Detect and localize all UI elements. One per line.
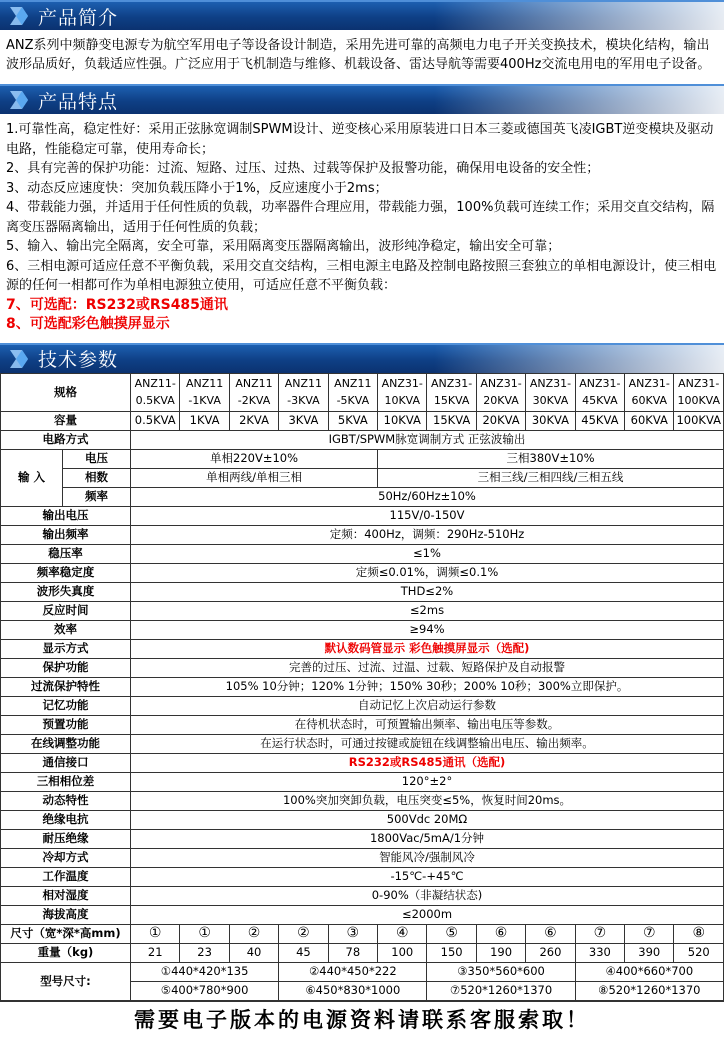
capacity-cell: 0.5KVA [131, 411, 180, 430]
capacity-cell: 2KVA [229, 411, 278, 430]
size-cell: ① [180, 924, 229, 943]
features-section-banner [0, 84, 724, 114]
capacity-cell: 5KVA [328, 411, 377, 430]
weight-cell: 330 [575, 943, 624, 962]
row-value: 在运行状态时，可通过按键或旋钮在线调整输出电压、输出频率。 [131, 734, 724, 753]
weight-cell: 78 [328, 943, 377, 962]
row-label: 输出频率 [1, 525, 131, 544]
model-name-line1: ANZ31- [579, 377, 621, 390]
table-row [1, 582, 724, 601]
cube-icon [8, 87, 30, 113]
size-cell: ① [131, 924, 180, 943]
feature-item-optional: 8、可选配彩色触摸屏显示 [6, 316, 170, 332]
model-name-line1: ANZ11- [134, 377, 176, 390]
voltage-label: 电压 [63, 449, 131, 468]
row-value: THD≤2% [131, 582, 724, 601]
model-cell [131, 373, 180, 411]
row-label: 工作温度 [1, 867, 131, 886]
table-row [1, 677, 724, 696]
model-cell [625, 373, 674, 411]
size-cell: ⑧ [674, 924, 724, 943]
table-row [1, 734, 724, 753]
intro-text: ANZ系列中频静变电源专为航空军用电子等设备设计制造，采用先进可靠的高频电力电子开关变换技术，模块化结构，输出波形品质好，负载适应性强。广泛应用于飞机制造与维修、机载设备、雷达导航等需要400Hz交流电用电的军用电子设备。 [6, 38, 711, 72]
row-value: ≥94% [131, 620, 724, 639]
model-name-line2: 10KVA [384, 394, 421, 407]
feature-item: 6、三相电源可适应任意不平衡负载，采用交直交结构，三相电源主电路及控制电路按照三套独立的单相电源设计，使三相电源的任何一相都可作为单相电源独立使用，可适应任意不平衡负载： [6, 258, 717, 293]
model-size-cell: ④400*660*700 [575, 962, 723, 981]
model-size-cell: ⑤400*780*900 [131, 981, 279, 1000]
row-label: 海拔高度 [1, 905, 131, 924]
table-row [1, 753, 724, 772]
model-size-cell: ⑦520*1260*1370 [427, 981, 575, 1000]
model-name-line2: 45KVA [582, 394, 618, 407]
model-name-line1: ANZ31- [431, 377, 473, 390]
weight-cell: 100 [378, 943, 427, 962]
capacity-cell: 1KVA [180, 411, 229, 430]
capacity-cell: 100KVA [674, 411, 724, 430]
model-name-line1: ANZ31- [480, 377, 522, 390]
model-cell [180, 373, 229, 411]
row-label: 冷却方式 [1, 848, 131, 867]
table-row-model [1, 373, 724, 411]
row-label: 稳压率 [1, 544, 131, 563]
row-label: 频率稳定度 [1, 563, 131, 582]
row-value: 定频：400Hz，调频：290Hz-510Hz [131, 525, 724, 544]
model-name-line1: ANZ11 [284, 377, 323, 390]
row-label: 保护功能 [1, 658, 131, 677]
table-row [1, 886, 724, 905]
row-value: 1800Vac/5mA/1分钟 [131, 829, 724, 848]
row-value: 500Vdc 20MΩ [131, 810, 724, 829]
table-row-weight [1, 943, 724, 962]
size-cell: ⑦ [625, 924, 674, 943]
circuit-value: IGBT/SPWM脉宽调制方式 正弦波输出 [131, 430, 724, 449]
row-value: 115V/0-150V [131, 506, 724, 525]
weight-cell: 520 [674, 943, 724, 962]
feature-item: 5、输入、输出完全隔离，安全可靠，采用隔离变压器隔离输出，波形纯净稳定，输出安全可靠； [6, 239, 561, 254]
row-label: 显示方式 [1, 639, 131, 658]
row-value: RS232或RS485通讯（选配) [131, 753, 724, 772]
row-value: ≤1% [131, 544, 724, 563]
model-name-line2: 60KVA [631, 394, 668, 407]
row-value: 100%突加突卸负载，电压突变≤5%，恢复时间20ms。 [131, 791, 724, 810]
table-row-circuit [1, 430, 724, 449]
model-size-cell: ③350*560*600 [427, 962, 575, 981]
row-value: ≤2000m [131, 905, 724, 924]
weight-cell: 390 [625, 943, 674, 962]
row-label: 效率 [1, 620, 131, 639]
capacity-cell: 20KVA [476, 411, 525, 430]
capacity-cell: 30KVA [526, 411, 575, 430]
capacity-cell: 45KVA [575, 411, 624, 430]
row-label: 通信接口 [1, 753, 131, 772]
row-value: 完善的过压、过流、过温、过载、短路保护及自动报警 [131, 658, 724, 677]
feature-item: 3、动态反应速度快：突加负载压降小于1%，反应速度小于2ms； [6, 180, 388, 196]
weight-cell: 21 [131, 943, 180, 962]
model-cell [328, 373, 377, 411]
row-label: 相对湿度 [1, 886, 131, 905]
table-row [1, 715, 724, 734]
row-value: ≤2ms [131, 601, 724, 620]
size-cell: ② [279, 924, 328, 943]
row-value: 105% 10分钟；120% 1分钟；150% 30秒；200% 10秒；300%立即保护。 [131, 677, 724, 696]
row-value: 120°±2° [131, 772, 724, 791]
model-name-line1: ANZ31- [628, 377, 670, 390]
freq-value: 50Hz/60Hz±10% [131, 487, 724, 506]
model-name-line1: ANZ31- [529, 377, 572, 390]
table-row [1, 506, 724, 525]
model-cell [476, 373, 525, 411]
row-value: 0-90%（非凝结状态) [131, 886, 724, 905]
spec-label: 规格 [1, 373, 131, 411]
row-value: 定频≤0.01%，调频≤0.1% [131, 563, 724, 582]
row-value: 智能风冷/强制风冷 [131, 848, 724, 867]
weight-cell: 150 [427, 943, 476, 962]
table-row [1, 601, 724, 620]
model-name-line2: -1KVA [188, 394, 221, 407]
size-cell: ⑦ [575, 924, 624, 943]
phase-label: 相数 [63, 468, 131, 487]
row-label: 记忆功能 [1, 696, 131, 715]
row-value: 在待机状态时，可预置输出频率、输出电压等参数。 [131, 715, 724, 734]
model-name-line2: 15KVA [433, 394, 470, 407]
model-name-line2: 0.5KVA [135, 394, 175, 407]
table-row [1, 867, 724, 886]
row-label: 过流保护特性 [1, 677, 131, 696]
model-cell [279, 373, 328, 411]
capacity-cell: 10KVA [378, 411, 427, 430]
row-label: 波形失真度 [1, 582, 131, 601]
model-cell [526, 373, 575, 411]
model-name-line2: 20KVA [483, 394, 519, 407]
features-list [0, 114, 724, 343]
model-name-line2: -5KVA [336, 394, 370, 407]
table-row [1, 829, 724, 848]
model-cell [674, 373, 724, 411]
model-name-line1: ANZ31- [678, 377, 720, 390]
table-row-capacity [1, 411, 724, 430]
table-row [1, 791, 724, 810]
voltage-three: 三相380V±10% [378, 449, 724, 468]
table-row-input-voltage [1, 449, 724, 468]
table-row [1, 905, 724, 924]
freq-label: 频率 [63, 487, 131, 506]
row-label: 反应时间 [1, 601, 131, 620]
phase-single: 单相两线/单相三相 [131, 468, 378, 487]
row-label: 在线调整功能 [1, 734, 131, 753]
row-value: 自动记忆上次启动运行参数 [131, 696, 724, 715]
capacity-cell: 60KVA [625, 411, 674, 430]
model-size-cell: ⑥450*830*1000 [279, 981, 427, 1000]
feature-item: 2、具有完善的保护功能：过流、短路、过压、过热、过载等保护及报警功能，确保用电设备的安全性； [6, 161, 600, 176]
row-label: 三相相位差 [1, 772, 131, 791]
row-label: 耐压绝缘 [1, 829, 131, 848]
model-name-line2: 100KVA [677, 394, 721, 407]
table-row-model-size [1, 962, 724, 981]
features-title: 产品特点 [38, 90, 119, 113]
model-size-cell: ①440*420*135 [131, 962, 279, 981]
intro-title: 产品简介 [38, 6, 119, 29]
model-name-line1: ANZ11 [334, 377, 372, 390]
capacity-cell: 15KVA [427, 411, 476, 430]
model-name-line2: 30KVA [532, 394, 569, 407]
table-row [1, 620, 724, 639]
weight-cell: 40 [229, 943, 278, 962]
row-label: 绝缘电抗 [1, 810, 131, 829]
table-row [1, 544, 724, 563]
table-row [1, 848, 724, 867]
table-row [1, 810, 724, 829]
table-row [1, 772, 724, 791]
model-name-line1: ANZ31- [381, 377, 423, 390]
table-row [1, 696, 724, 715]
model-size-cell: ⑧520*1260*1370 [575, 981, 723, 1000]
feature-item: 1.可靠性高，稳定性好：采用正弦脉宽调制SPWM设计、逆变核心采用原装进口日本三菱或德国英飞凌IGBT逆变模块及驱动电路，性能稳定可靠，使用寿命长； [6, 122, 714, 157]
model-cell [575, 373, 624, 411]
capacity-label: 容量 [1, 411, 131, 430]
size-cell: ⑥ [476, 924, 525, 943]
model-size-label: 型号尺寸: [1, 962, 131, 1000]
size-label: 尺寸（宽*深*高mm) [1, 924, 131, 943]
intro-section-banner [0, 0, 724, 30]
size-cell: ② [229, 924, 278, 943]
params-section-banner [0, 343, 724, 373]
weight-cell: 190 [476, 943, 525, 962]
size-cell: ④ [378, 924, 427, 943]
model-name-line1: ANZ11 [235, 377, 273, 390]
model-name-line1: ANZ11 [185, 377, 224, 390]
input-label: 输 入 [1, 449, 63, 506]
size-cell: ⑤ [427, 924, 476, 943]
model-name-line2: -2KVA [237, 394, 271, 407]
feature-item: 4、带载能力强，并适用于任何性质的负载，功率器件合理应用，带载能力强，100%负载可连续工作；采用交直交结构，隔离变压器隔离输出，适用于任何性质的负载； [6, 200, 715, 235]
phase-three: 三相三线/三相四线/三相五线 [378, 468, 724, 487]
table-row-input-phase [1, 468, 724, 487]
model-cell [427, 373, 476, 411]
size-cell: ⑥ [526, 924, 575, 943]
table-row-input-freq [1, 487, 724, 506]
model-cell [378, 373, 427, 411]
row-label: 预置功能 [1, 715, 131, 734]
footer-contact-text: 需要电子版本的电源资料请联系客服索取！ [0, 1001, 724, 1037]
circuit-label: 电路方式 [1, 430, 131, 449]
weight-cell: 23 [180, 943, 229, 962]
voltage-single: 单相220V±10% [131, 449, 378, 468]
params-title: 技术参数 [38, 349, 119, 371]
feature-item-optional: 7、可选配：RS232或RS485通讯 [6, 296, 228, 313]
model-cell [229, 373, 278, 411]
spec-table [0, 373, 724, 1001]
row-label: 动态特性 [1, 791, 131, 810]
table-row [1, 563, 724, 582]
model-size-cell: ②440*450*222 [279, 962, 427, 981]
table-row-size [1, 924, 724, 943]
table-row [1, 658, 724, 677]
capacity-cell: 3KVA [279, 411, 328, 430]
size-cell: ③ [328, 924, 377, 943]
weight-label: 重量（kg) [1, 943, 131, 962]
weight-cell: 260 [526, 943, 575, 962]
row-label: 输出电压 [1, 506, 131, 525]
row-value: 默认数码管显示 彩色触摸屏显示（选配) [131, 639, 724, 658]
cube-icon [8, 3, 30, 29]
table-row [1, 525, 724, 544]
table-row [1, 639, 724, 658]
row-value: -15℃-+45℃ [131, 867, 724, 886]
cube-icon [8, 346, 30, 372]
weight-cell: 45 [279, 943, 328, 962]
model-name-line2: -3KVA [287, 394, 320, 407]
